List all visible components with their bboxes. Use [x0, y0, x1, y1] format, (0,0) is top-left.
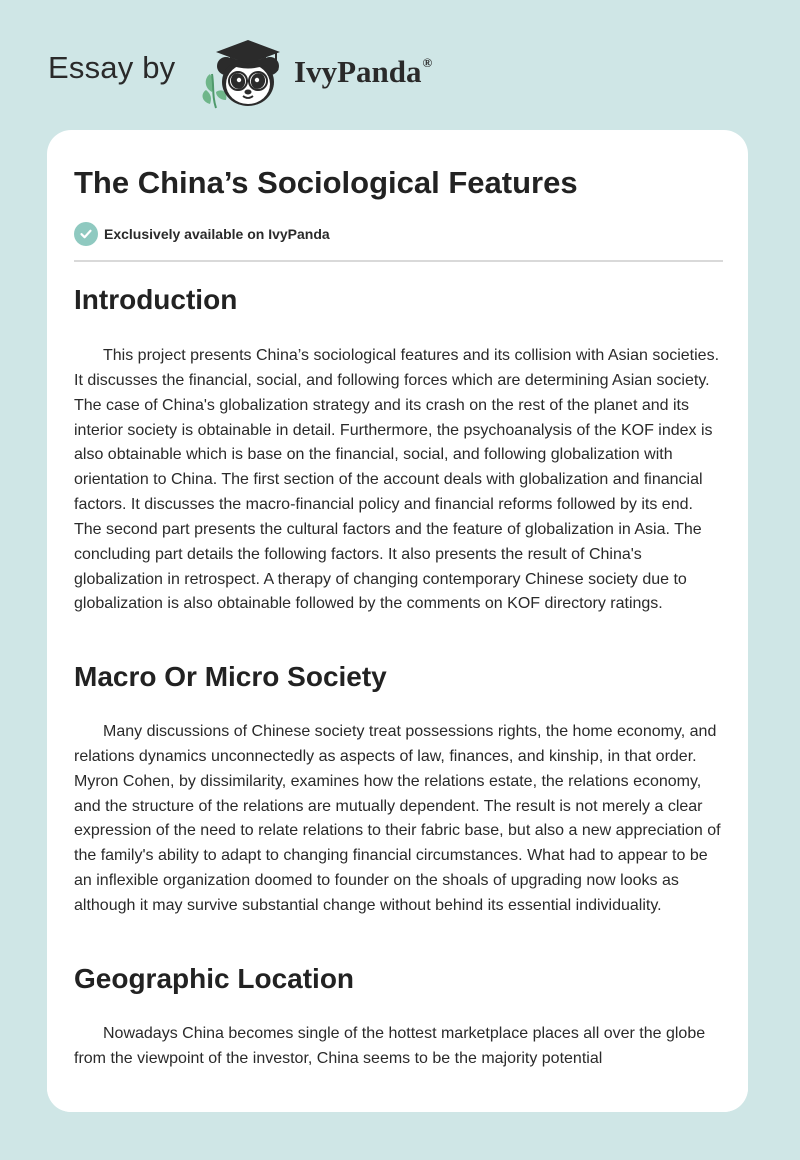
section-text-introduction: This project presents China’s sociological features and its collision with Asian societies. It discusses the financial, social, and following forces which are determining Asian society. The case of China's globalization strategy and its crash on the rest of the planet and its interior society is obtainable in detail. Furthermore, the psychoanalysis of the KOF index is also obtainable which is base on the financial, social, and following globalization with orientation to China. The first section of the account deals with globalization and financial factors. It discusses the macro-financial policy and financial reforms followed by its end. The second part presents the cultural factors and the feature of globalization in Asia. The concluding part details the following factors. It also presents the result of China's globalization in retrospect. A therapy of changing contemporary Chinese society due to globalization is also obtainable followed by the comments on KOF directory ratings.	[74, 347, 720, 613]
essay-card	[47, 130, 748, 1112]
site-header	[0, 0, 800, 128]
section-heading-introduction: Introduction	[74, 284, 238, 315]
brand-name-text: IvyPanda	[294, 54, 422, 89]
title-divider	[74, 260, 723, 262]
section-text-macro-micro-society: Many discussions of Chinese society treat possessions rights, the home economy, and relations dynamics unconnectedly as aspects of law, finances, and kinship, in that order. Myron Cohen, by dissimilarity, examines how the relations estate, the relations economy, and the structure of the relations are mutually dependent. The result is not merely a clear expression of the need to relate relations to their fabric base, but also a new appreciation of the family's ability to adapt to changing financial circumstances. What had to appear to be an inflexible organization doomed to founder on the shoals of upgrading now looks as although it may survive substantial change without behind its essential individuality.	[74, 723, 721, 914]
check-icon	[74, 222, 98, 246]
essay-by-label: Essay by	[48, 50, 176, 85]
card-bottom-padding	[47, 1076, 748, 1112]
section-heading-macro-micro-society: Macro Or Micro Society	[74, 661, 387, 692]
registered-mark: ®	[422, 54, 433, 70]
section-heading-geographic-location: Geographic Location	[74, 963, 355, 994]
panda-logo-icon[interactable]	[200, 34, 292, 110]
exclusive-badge	[74, 222, 330, 246]
exclusive-badge-label: Exclusively available on IvyPanda	[104, 226, 330, 242]
section-text-geographic-location: Nowadays China becomes single of the hottest marketplace places all over the globe from the viewpoint of the investor, China seems to be the majority potential	[74, 1025, 706, 1067]
brand-name[interactable]	[294, 54, 432, 90]
page-title: The China’s Sociological Features	[74, 165, 578, 200]
